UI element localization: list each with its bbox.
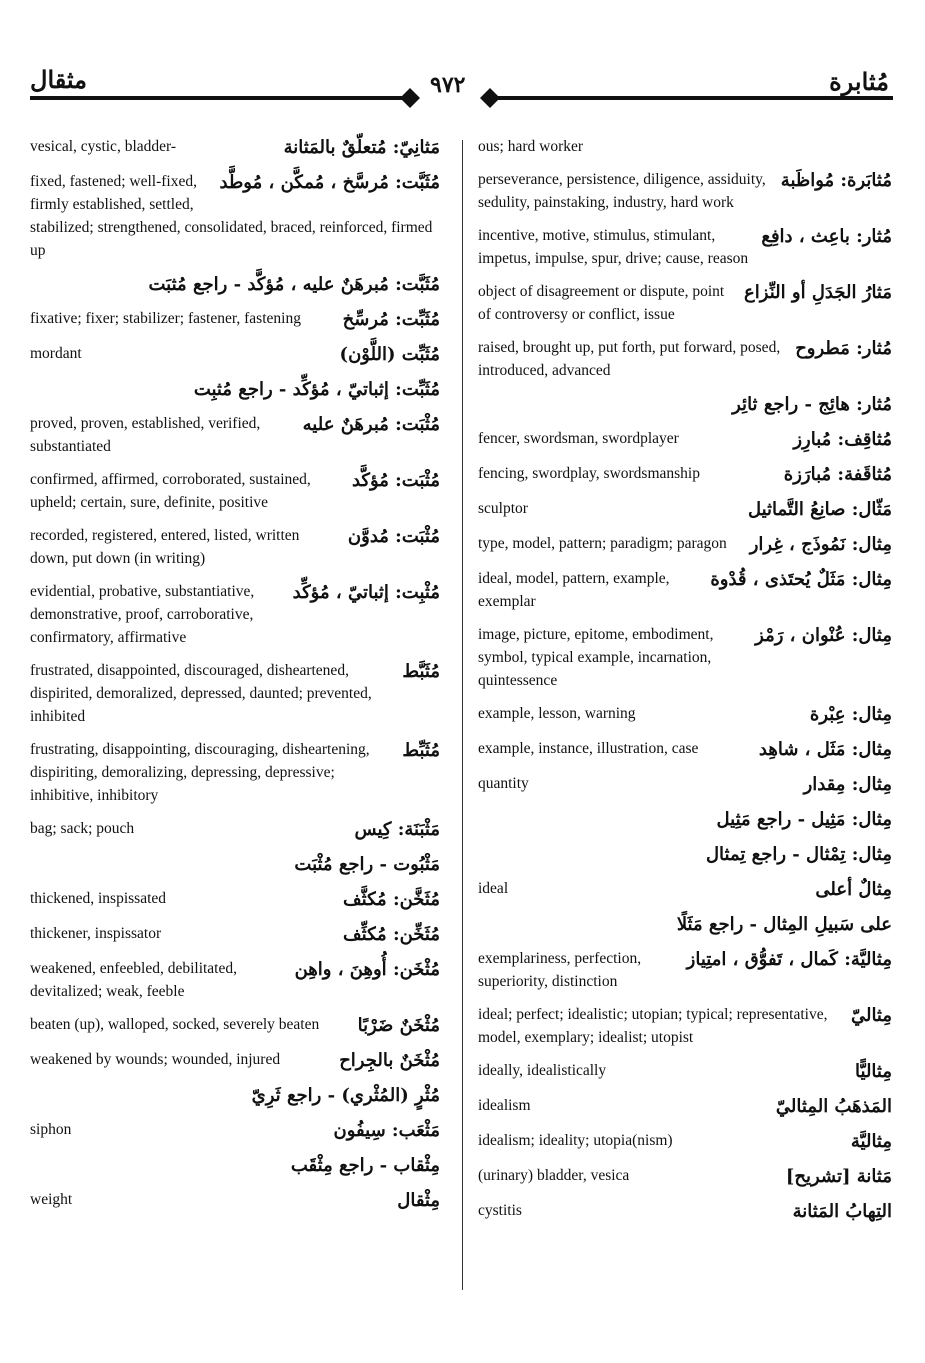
dictionary-entry: [478, 168, 892, 214]
dictionary-entry: [30, 272, 440, 297]
dictionary-entry: [478, 842, 892, 867]
arabic-headword: مَثانِيّ: مُتعلّقٌ بالمَثانة: [283, 137, 440, 158]
arabic-headword: مِثال: عِبْرة: [809, 704, 892, 725]
english-translation: (urinary) bladder, vesica: [478, 1167, 630, 1184]
english-translation: evidential, probative, substantiative, demonstrative, proof, carroborative, confirmatory, affirmative: [30, 583, 255, 646]
arabic-headword: مِثالٌ أعلى: [815, 879, 892, 900]
dictionary-entry: [478, 1129, 892, 1154]
arabic-headword: التِهابُ المَثانة: [792, 1201, 892, 1222]
english-translation: weakened, enfeebled, debilitated, devitalized; weak, feeble: [30, 960, 237, 1000]
dictionary-entry: [478, 427, 892, 452]
arabic-headword: مُثَخَّن: مُكثَّف: [343, 889, 440, 910]
dictionary-entry: [30, 1013, 440, 1038]
english-translation: siphon: [30, 1121, 72, 1138]
dictionary-entry: [30, 468, 440, 514]
english-translation: incentive, motive, stimulus, stimulant, impetus, impulse, spur, drive; cause, reason: [478, 227, 749, 267]
english-translation: weakened by wounds; wounded, injured: [30, 1051, 281, 1068]
dictionary-entry: [478, 702, 892, 727]
arabic-headword: مُثَبِّت: مُرسِّخ: [342, 309, 440, 330]
english-translation: vesical, cystic, bladder-: [30, 138, 177, 155]
dictionary-entry: [30, 135, 440, 160]
diamond-ornament-left: [400, 88, 420, 108]
arabic-headword: مَثْعَب: سِيفُون: [333, 1120, 440, 1141]
english-translation: fixative; fixer; stabilizer; fastener, fastening: [30, 310, 301, 327]
arabic-headword: مِثاليًّا: [855, 1061, 892, 1082]
dictionary-entry: [30, 1153, 440, 1178]
english-translation: cystitis: [478, 1202, 522, 1219]
arabic-headword: مَثّال: صانِعُ التَّماثيل: [747, 499, 892, 520]
arabic-headword: مُثَبَّط: [402, 661, 440, 682]
dictionary-entry: [30, 1188, 440, 1213]
arabic-headword: مُثَبَّت: مُرسَّخ ، مُمكَّن ، مُوطَّد: [219, 172, 440, 193]
arabic-headword: مُثار: هائِج - راجع ثائِر: [732, 394, 892, 415]
dictionary-entry: [478, 462, 892, 487]
arabic-headword: مِثْقاب - راجع مِثْقَب: [290, 1155, 440, 1176]
arabic-headword: على سَبيلِ المِثال - راجع مَثَلًا: [676, 914, 892, 935]
dictionary-entry: [478, 224, 892, 270]
arabic-headword: مُثاقِف: مُبارِز: [793, 429, 892, 450]
header-rule-right: [497, 96, 893, 100]
english-translation: exemplariness, perfection, superiority, distinction: [478, 950, 642, 990]
english-translation: ideally, idealistically: [478, 1062, 607, 1079]
dictionary-entry: [478, 567, 892, 613]
arabic-headword: المَذهَبُ المِثاليّ: [775, 1096, 892, 1117]
page-number: ٩٧٢: [430, 72, 466, 97]
dictionary-entry: [30, 957, 440, 1003]
arabic-headword: مُثَبَّت: مُبرهَنٌ عليه ، مُؤكَّد - راجع مُثبَت: [148, 274, 440, 295]
dictionary-entry: [30, 307, 440, 332]
dictionary-entry: [478, 1199, 892, 1224]
arabic-headword: مِثال: مَثِيل - راجع مَثِيل: [716, 809, 892, 830]
english-translation: idealism; ideality; utopia(nism): [478, 1132, 673, 1149]
english-translation: recorded, registered, entered, listed, written down, put down (in writing): [30, 527, 300, 567]
arabic-headword: مُثار: باعِث ، دافِع: [761, 226, 892, 247]
dictionary-entry: [478, 497, 892, 522]
dictionary-entry: [478, 1059, 892, 1084]
english-translation: perseverance, persistence, diligence, assiduity, sedulity, painstaking, industry, hard work: [478, 171, 766, 211]
dictionary-entry: [478, 772, 892, 797]
english-translation: example, lesson, warning: [478, 705, 636, 722]
english-translation: ideal: [478, 880, 509, 897]
english-translation: ous; hard worker: [478, 138, 584, 155]
arabic-headword: مِثال: نَمُوذَج ، غِرار: [749, 534, 892, 555]
dictionary-entry: [478, 135, 892, 158]
dictionary-entry: [30, 1048, 440, 1073]
dictionary-entry: [30, 170, 440, 262]
dictionary-entry: [30, 580, 440, 649]
arabic-headword: مِثاليَّة: [850, 1131, 892, 1152]
english-translation: bag; sack; pouch: [30, 820, 135, 837]
english-translation: fencer, swordsman, swordplayer: [478, 430, 679, 447]
english-translation: image, picture, epitome, embodiment, symbol, typical example, incarnation, quintessence: [478, 626, 714, 689]
dictionary-entry: [478, 532, 892, 557]
english-translation: weight: [30, 1191, 73, 1208]
arabic-headword: مُثار: مَطروح: [795, 338, 892, 359]
dictionary-entry: [478, 912, 892, 937]
dictionary-entry: [478, 877, 892, 902]
dictionary-entry: [478, 807, 892, 832]
right-guide-word: مُثابرة: [829, 70, 889, 96]
dictionary-entry: [478, 623, 892, 692]
english-translation: beaten (up), walloped, socked, severely beaten: [30, 1016, 320, 1033]
left-column: [30, 135, 440, 1223]
arabic-headword: مُثاقَفة: مُبارَزة: [783, 464, 892, 485]
column-divider: [462, 140, 463, 1290]
english-translation: ideal; perfect; idealistic; utopian; typical; representative, model, exemplary; idealist; utopist: [478, 1006, 828, 1046]
english-translation: proved, proven, established, verified, substantiated: [30, 415, 261, 455]
english-translation: example, instance, illustration, case: [478, 740, 699, 757]
dictionary-entry: [30, 1118, 440, 1143]
arabic-headword: مُثْبِت: إثباتيّ ، مُؤكِّد: [292, 582, 440, 603]
arabic-headword: مُثَبِّت: إثباتيّ ، مُؤكِّد - راجع مُثبِت: [193, 379, 440, 400]
english-translation: type, model, pattern; paradigm; paragon: [478, 535, 727, 552]
english-translation: fencing, swordplay, swordsmanship: [478, 465, 700, 482]
english-translation: mordant: [30, 345, 82, 362]
arabic-headword: مُثْخَنٌ بالجِراح: [339, 1050, 440, 1071]
dictionary-entry: [30, 852, 440, 877]
arabic-headword: مُثَبِّت (اللَّوْن): [339, 344, 440, 365]
english-translation: frustrating, disappointing, discouraging, disheartening, dispiriting, demoralizing, depressing, depressive; inhibitive, inhibitory: [30, 741, 370, 804]
english-translation: thickened, inspissated: [30, 890, 167, 907]
dictionary-entry: [478, 737, 892, 762]
english-translation: raised, brought up, put forth, put forward, posed, introduced, advanced: [478, 339, 781, 379]
header-rule-left: [30, 96, 402, 100]
left-guide-word: مثقال: [30, 68, 87, 94]
dictionary-entry: [30, 524, 440, 570]
dictionary-entry: [478, 280, 892, 326]
arabic-headword: مِثال: مَثَل ، شاهِد: [758, 739, 892, 760]
arabic-headword: مِثاليّ: [850, 1005, 892, 1026]
english-translation: ideal, model, pattern, example, exemplar: [478, 570, 670, 610]
arabic-headword: مِثال: عُنْوان ، رَمْز: [755, 625, 892, 646]
arabic-headword: مُثْبَت: مُدوَّن: [347, 526, 440, 547]
dictionary-entry: [478, 336, 892, 382]
dictionary-entry: [30, 817, 440, 842]
english-translation: quantity: [478, 775, 529, 792]
arabic-headword: مُثْخَن: أُوهِنَ ، واهِن: [294, 959, 440, 980]
arabic-headword: مُثْخَنٌ ضَرْبًا: [357, 1015, 440, 1036]
page-header: [0, 60, 925, 120]
dictionary-entry: [30, 887, 440, 912]
arabic-headword: مَثْبُوت - راجع مُثْبَت: [294, 854, 440, 875]
english-translation: idealism: [478, 1097, 531, 1114]
english-translation: thickener, inspissator: [30, 925, 162, 942]
arabic-headword: مِثْقال: [397, 1190, 440, 1211]
english-translation: frustrated, disappointed, discouraged, disheartened, dispirited, demoralized, depressed, daunted; prevented, inhibited: [30, 662, 372, 725]
english-translation: object of disagreement or dispute, point of controversy or conflict, issue: [478, 283, 725, 323]
arabic-headword: مُثْبَت: مُؤكَّد: [351, 470, 440, 491]
arabic-headword: مَثانة [تشريح]: [785, 1166, 892, 1187]
dictionary-entry: [30, 659, 440, 728]
dictionary-entry: [30, 377, 440, 402]
dictionary-entry: [30, 738, 440, 807]
arabic-headword: مُثْرٍ (المُثْري) - راجع ثَرِيّ: [251, 1085, 440, 1106]
dictionary-entry: [30, 922, 440, 947]
dictionary-entry: [30, 412, 440, 458]
arabic-headword: مَثارُ الجَدَلِ أو النِّزاع: [744, 282, 892, 303]
arabic-headword: مُثابَرة: مُواظَبة: [780, 170, 892, 191]
dictionary-entry: [478, 1094, 892, 1119]
english-translation: fixed, fastened; well-fixed, firmly established, settled, stabilized; strengthened, consolidated, braced, reinforced, firmed up: [30, 173, 433, 259]
dictionary-entry: [478, 392, 892, 417]
right-column: [478, 135, 892, 1234]
arabic-headword: مُثَبِّط: [402, 740, 440, 761]
dictionary-entry: [30, 342, 440, 367]
dictionary-entry: [478, 947, 892, 993]
dictionary-entry: [478, 1164, 892, 1189]
arabic-headword: مِثال: مِقدار: [803, 774, 892, 795]
dictionary-entry: [30, 1083, 440, 1108]
arabic-headword: مُثَخِّن: مُكثِّف: [343, 924, 440, 945]
arabic-headword: مَثْبَنَة: كِيس: [354, 819, 440, 840]
arabic-headword: مِثال: تِمْثال - راجع تِمثال: [705, 844, 892, 865]
arabic-headword: مِثال: مَثَلٌ يُحتَذى ، قُدْوة: [710, 569, 892, 590]
english-translation: sculptor: [478, 500, 528, 517]
dictionary-entry: [478, 1003, 892, 1049]
arabic-headword: مِثاليَّة: كَمال ، تَفوُّق ، امتِياز: [686, 949, 892, 970]
english-translation: confirmed, affirmed, corroborated, sustained, upheld; certain, sure, definite, positive: [30, 471, 311, 511]
arabic-headword: مُثْبَت: مُبرهَنٌ عليه: [302, 414, 440, 435]
